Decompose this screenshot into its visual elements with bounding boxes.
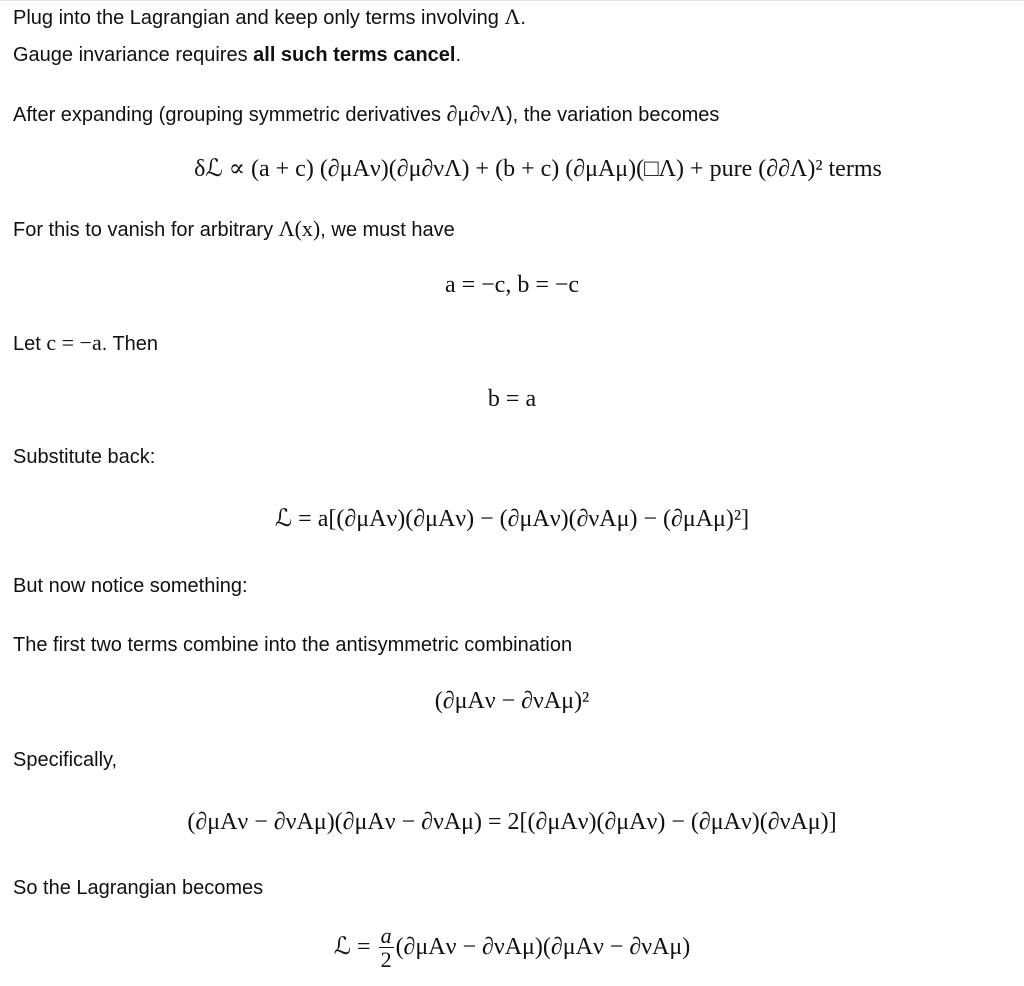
equation-identity: (∂μAν − ∂νAμ)(∂μAν − ∂νAμ) = 2[(∂μAν)(∂μAν) − (∂μAν)(∂νAμ)] xyxy=(187,809,837,835)
equation-antisymmetric: (∂μAν − ∂νAμ)² xyxy=(434,688,590,714)
paragraph-substitute: Substitute back: xyxy=(13,446,156,468)
top-divider xyxy=(0,0,1024,1)
fraction-a-over-2 xyxy=(379,925,394,972)
text: . xyxy=(520,7,526,29)
equation-b-equals-a: b = a xyxy=(487,386,537,412)
equation-rhs: (∂μAν − ∂νAμ)(∂μAν − ∂νAμ) xyxy=(395,934,691,961)
text: , we must have xyxy=(320,219,455,241)
fraction-numerator: a xyxy=(380,923,392,948)
paragraph-gauge-invariance xyxy=(13,42,461,68)
text: Let xyxy=(13,333,47,355)
fraction-denominator: 2 xyxy=(380,947,392,972)
bold-text: all such terms cancel xyxy=(253,44,456,66)
text: Plug into the Lagrangian and keep only terms involving xyxy=(13,7,505,29)
text: For this to vanish for arbitrary xyxy=(13,219,279,241)
paragraph-let-c xyxy=(13,330,158,357)
equation-final-lagrangian xyxy=(0,925,1024,972)
inline-math-c-equals: c = −a xyxy=(46,330,102,355)
paragraph-vanish xyxy=(13,216,455,243)
text: Gauge invariance requires xyxy=(13,44,254,66)
equation-lagrangian-substituted: ℒ = a[(∂μAν)(∂μAν) − (∂μAν)(∂νAμ) − (∂μAμ)²] xyxy=(274,506,750,532)
inline-math-lambda-x: Λ(x) xyxy=(278,216,321,241)
inline-math-derivatives: ∂μ∂νΛ xyxy=(446,101,506,126)
text: . xyxy=(455,44,462,66)
equation-conditions: a = −c, b = −c xyxy=(444,272,580,298)
inline-math-lambda: Λ xyxy=(504,4,521,29)
text: After expanding (grouping symmetric derivatives xyxy=(13,104,447,126)
equation-lhs: ℒ = xyxy=(333,934,371,961)
equation-variation: δℒ ∝ (a + c) (∂μAν)(∂μ∂νΛ) + (b + c) (∂μAμ)(□Λ) + pure (∂∂Λ)² terms xyxy=(194,156,882,182)
paragraph-notice: But now notice something: xyxy=(13,575,248,597)
text: ), the variation becomes xyxy=(505,104,720,126)
text: . Then xyxy=(101,333,159,355)
paragraph-specifically: Specifically, xyxy=(13,749,118,771)
paragraph-combine: The first two terms combine into the antisymmetric combination xyxy=(13,634,573,656)
paragraph-lagrangian-becomes: So the Lagrangian becomes xyxy=(13,877,264,899)
paragraph-after-expanding xyxy=(13,101,719,128)
paragraph-plug-in xyxy=(13,4,526,31)
